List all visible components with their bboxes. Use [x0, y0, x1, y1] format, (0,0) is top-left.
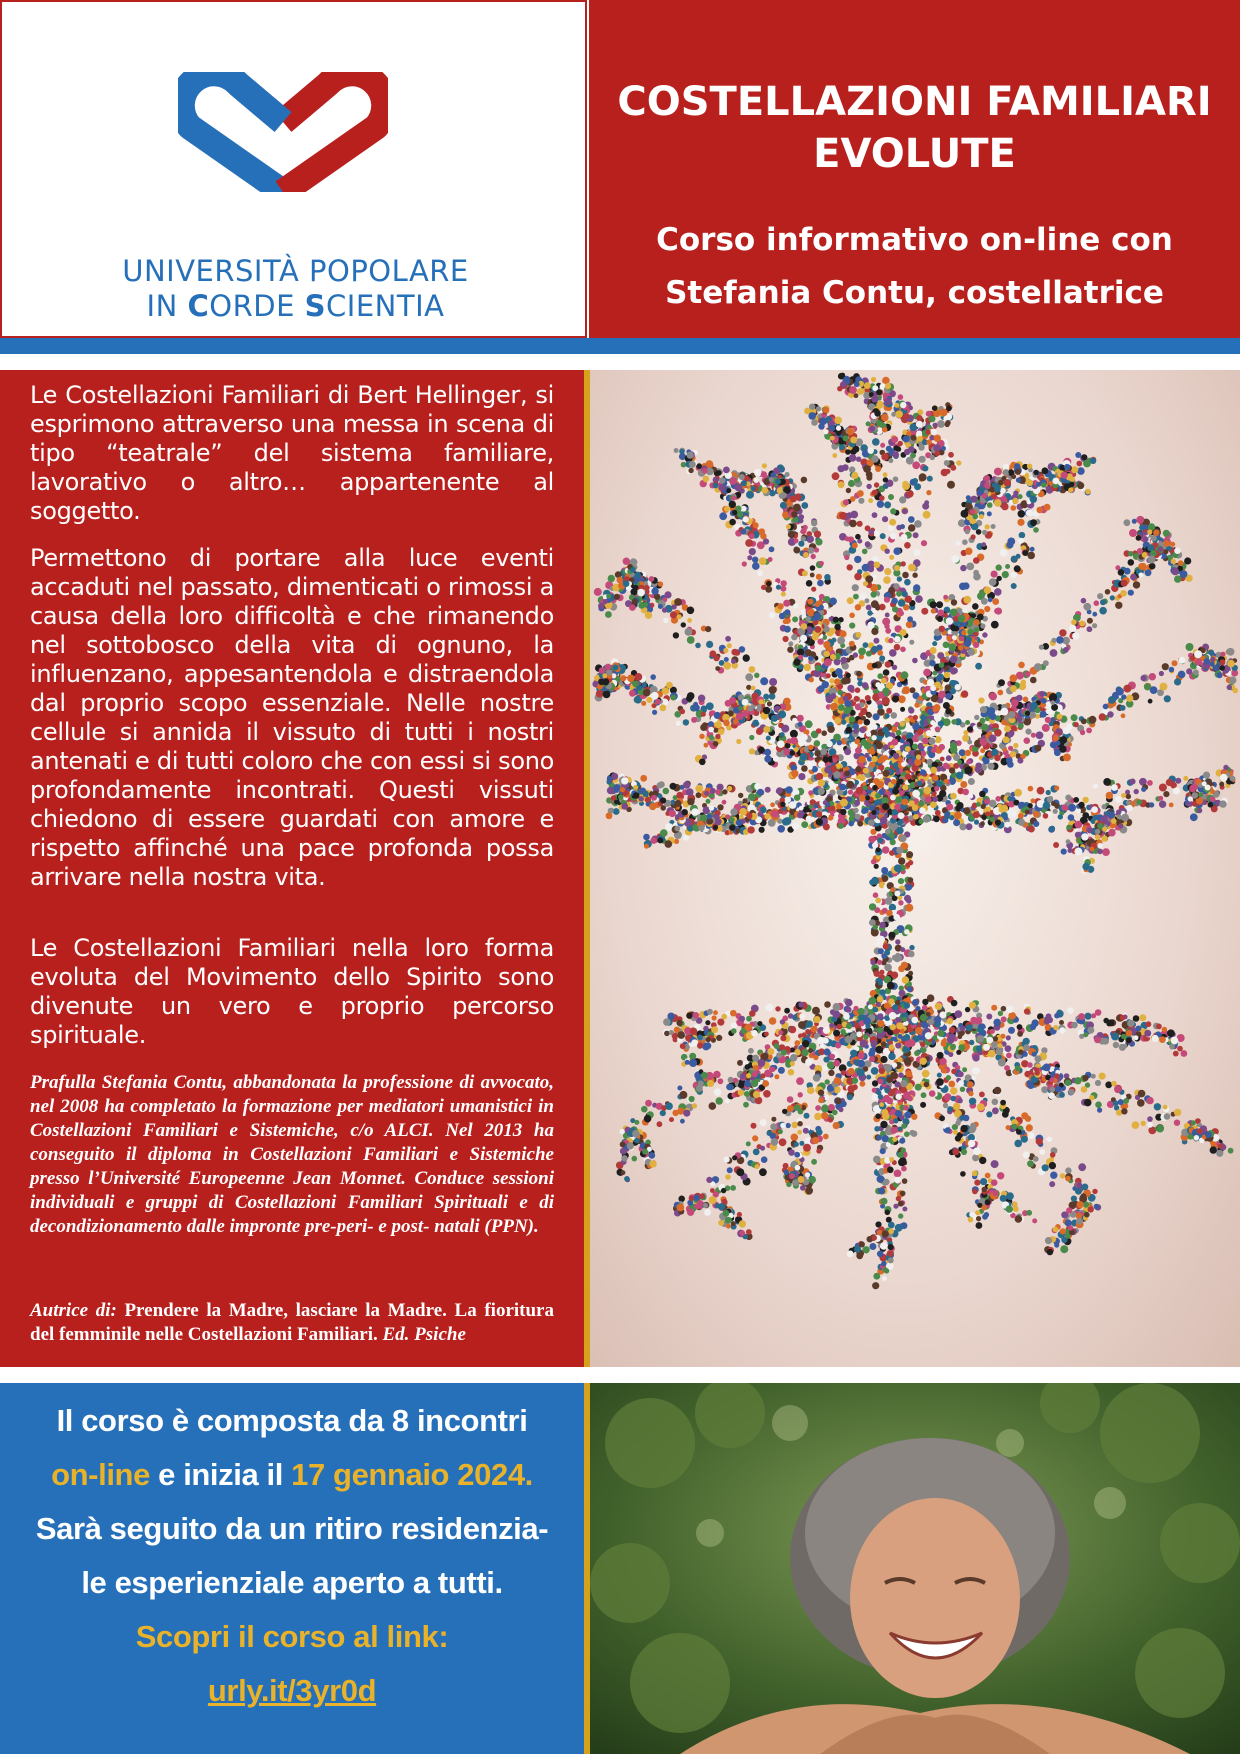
- info-line-retreat: Sarà seguito da un ritiro residenzia-: [35, 1511, 549, 1546]
- tree-of-people-image: [590, 370, 1240, 1367]
- course-info-panel: [0, 1383, 584, 1754]
- info-line-sessions: Il corso è composta da 8 incontri: [56, 1403, 528, 1438]
- logo-panel: [0, 0, 587, 338]
- portrait-icon: [590, 1383, 1240, 1754]
- info-line-open: le esperienziale aperto a tutti.: [81, 1565, 503, 1600]
- paragraph-intro: Le Costellazioni Familiari di Bert Hellinger, si esprimono attraverso una messa in scena di tipo “teatrale” del sistema familiare, lavorativo o altro… appartenente al soggetto.: [30, 381, 554, 525]
- course-link[interactable]: urly.it/3yr0d: [207, 1673, 377, 1708]
- page-title: COSTELLAZIONI FAMILIARI EVOLUTE: [617, 79, 1212, 177]
- info-line-link: [0, 1664, 584, 1718]
- university-logo-icon: [178, 72, 388, 192]
- author-bio: Prafulla Stefania Contu, abbandonata la professione di avvocato, nel 2008 ha completato la formazione per mediatori umanistici in Costellazioni Familiari e Sistemiche, c/o ALCI. Nel 2013 ha conseguito il diploma in Costellazioni Familiari e Sistemiche presso l’Université Europeenne Jean Monnet. Conduce sessioni individuali e gruppi di Costellazioni Familiari Spirituali e di decondizionamento dalle impronte pre-peri- e post- natali (PPN).: [30, 1072, 554, 1237]
- logo-text-line2: IN CORDE SCIENTIA: [146, 289, 445, 323]
- author-book: Autrice di: Prendere la Madre, lasciare la Madre. La fioritura del femminile nelle Costellazioni Familiari. Ed. Psiche: [30, 1300, 554, 1345]
- smiling-woman-photo: [590, 1383, 1240, 1754]
- logo-text-line1: UNIVERSITÀ POPOLARE: [122, 254, 469, 288]
- header-divider: [0, 338, 1240, 354]
- paragraph-evolution: Le Costellazioni Familiari nella loro forma evoluta del Movimento dello Spirito sono divenute un vero e proprio percorso spirituale.: [30, 934, 554, 1049]
- paragraph-purpose: Permettono di portare alla luce eventi accaduti nel passato, dimenticati o rimossi a causa della loro difficoltà e che rimanendo nel sottobosco della vita di ognuno, la influenzano, appesantendola e distraendola dal proprio scopo essenziale. Nelle nostre cellule si annida il vissuto di tutti i nostri antenati e di tutti coloro che con essi si sono profondamente incontrati. Questi vissuti chiedono di essere guardati con amore e rispetto affinché una pace profonda possa arrivare nella nostra vita.: [30, 544, 554, 891]
- info-line-start-date: on-line e inizia il 17 gennaio 2024.: [51, 1457, 533, 1492]
- title-panel: [589, 0, 1240, 338]
- page-subtitle: Corso informativo on-line con Stefania Contu, costellatrice: [656, 222, 1173, 311]
- tree-icon: [590, 370, 1240, 1367]
- info-line-discover: Scopri il corso al link:: [135, 1619, 449, 1654]
